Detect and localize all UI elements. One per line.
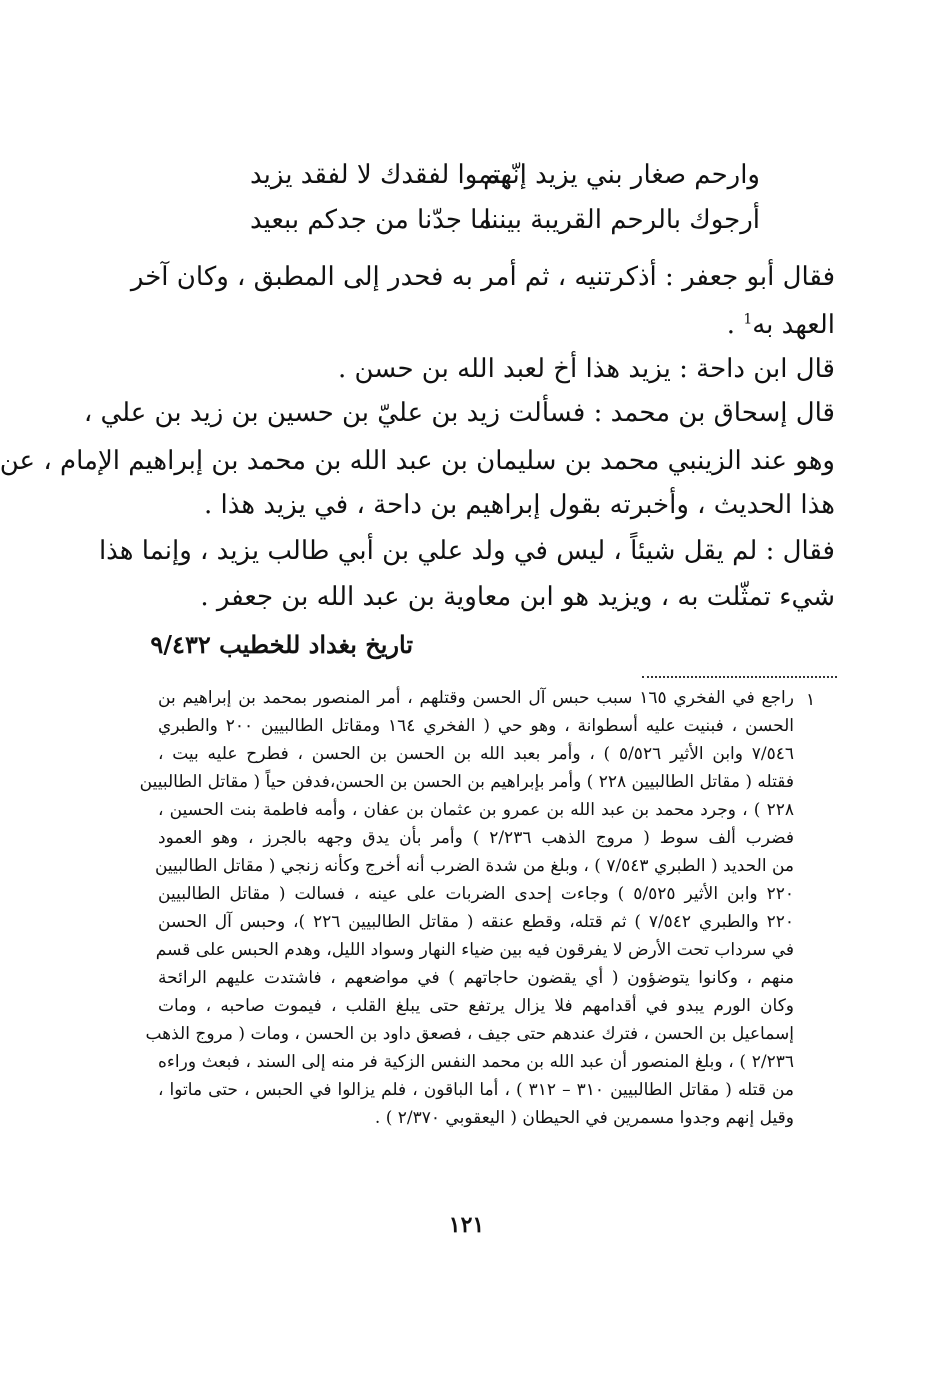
footnote-line: من قتله ( مقاتل الطالبيين ٣١٠ – ٣١٢ ) ، أما الباقون ، فلم يزالوا في الحبس ، حتى ماتوا ، [158, 1080, 794, 1100]
footnote-line: ٧/٥٤٦ وابن الأثير ٥/٥٢٦ ) ، وأمر بعبد الله بن الحسن بن الحسن ، فطرح عليه بيت ، [158, 744, 794, 764]
body-line: فقال أبو جعفر : أذكرتنيه ، ثم أمر به فحدر إلى المطبق ، وكان آخر [130, 262, 835, 292]
body-line: وهو عند الزينبي محمد بن سليمان بن عبد الله بن محمد بن إبراهيم الإمام ، عن [0, 446, 835, 476]
verse-second-hemistich: يتموا لفقدك لا لفقد يزيد [250, 160, 509, 190]
footnote-line: منهم ، وكانوا يتوضؤون ( أي يقضون حاجاتهم ) في مواضعهم ، فاشتدت عليهم الرائحة [158, 968, 794, 988]
footnote-line: راجع في الفخري ١٦٥ سبب حبس آل الحسن وقتلهم ، أمر المنصور بمحمد بن إبراهيم بن [158, 688, 794, 708]
footnote-number: ١ [806, 690, 816, 710]
verse-first-hemistich: أرجوك بالرحم القريبة بيننا [483, 205, 760, 235]
footnote-line: فقتله ( مقاتل الطالبيين ٢٢٨ ) وأمر بإبراهيم بن الحسن بن الحسن،فدفن حياً ( مقاتل الطالبيين [139, 772, 794, 792]
body-line-with-footnote [160, 310, 835, 340]
source-heading: تاريخ بغداد للخطيب ٩/٤٣٢ [150, 630, 413, 659]
body-line-text: العهد به [752, 310, 835, 340]
footnote-line: الحسن ، فبنيت عليه أسطوانة ، وهو حي ( الفخري ١٦٤ ومقاتل الطالبيين ٢٠٠ والطبري [158, 716, 794, 736]
footnote-divider [642, 676, 837, 678]
footnote-line: من الحديد ( الطبري ٧/٥٤٣ ) ، وبلغ من شدة الضرب أنه أخرج وكأنه زنجي ( مقاتل الطالبيين [154, 856, 794, 876]
footnote-line: إسماعيل بن الحسن ، فترك عندهم حتى جيف ، فصعق داود بن الحسن ، ومات ( مروج الذهب [145, 1024, 794, 1044]
footnote-line: فضرب ألف سوط ( مروج الذهب ٢/٢٣٦ ) وأمر بأن يدق وجهه بالجرز ، وهو العمود [158, 828, 794, 848]
footnote-line: في سرداب تحت الأرض لا يفرقون فيه بين ضياء النهار وسواد الليل، وهدم الحبس على قسم [155, 940, 794, 960]
poem-verse [250, 205, 760, 241]
footnote-line: ٢٢٠ وابن الأثير ٥/٥٢٥ ) وجاءت إحدى الضربات على عينه ، فسالت ( مقاتل الطالبيين [158, 884, 794, 904]
body-line: فقال : لم يقل شيئاً ، ليس في ولد علي بن أبي طالب يزيد ، وإنما هذا [98, 536, 835, 566]
body-line: قال ابن داحة : يزيد هذا أخ لعبد الله بن حسن . [337, 354, 835, 384]
sentence-end: . [726, 310, 744, 340]
footnote-line: وقيل إنهم وجدوا مسمرين في الحيطان ( اليعقوبي ٢/٣٧٠ ) . [374, 1108, 794, 1128]
verse-first-hemistich: وارحم صغار بني يزيد إنّهم [483, 160, 760, 190]
footnote-line: ٢٢٨ ) ، وجرد محمد بن عبد الله بن عمرو بن عثمان بن عفان ، وأمه فاطمة بنت الحسين ، [158, 800, 794, 820]
body-line: شيء تمثّلت به ، ويزيد هو ابن معاوية بن عبد الله بن جعفر . [200, 582, 835, 612]
footnote-line: وكان الورم يبدو في أقدامهم فلا يزال يرتفع حتى يبلغ القلب ، فيموت صاحبه ، ومات [158, 996, 794, 1016]
verse-second-hemistich: ما جدّنا من جدكم ببعيد [250, 205, 493, 235]
body-line: قال إسحاق بن محمد : فسألت زيد بن عليّ بن حسين بن زيد بن علي ، [83, 398, 835, 428]
footnote-marker: 1 [743, 311, 753, 328]
page-number: ١٢١ [448, 1212, 485, 1238]
footnote-line: ٢٢٠ والطبري ٧/٥٤٢ ) ثم قتله، وقطع عنقه ( مقاتل الطالبيين ٢٢٦ )، وحبس آل الحسن [158, 912, 794, 932]
body-line: هذا الحديث ، وأخبرته بقول إبراهيم بن داحة ، في يزيد هذا . [204, 490, 835, 520]
poem-verse [250, 160, 760, 196]
footnote-line: ٢/٢٣٦ ) ، وبلغ المنصور أن عبد الله بن محمد النفس الزكية فر منه إلى السند ، فبعث وراءه [158, 1052, 794, 1072]
